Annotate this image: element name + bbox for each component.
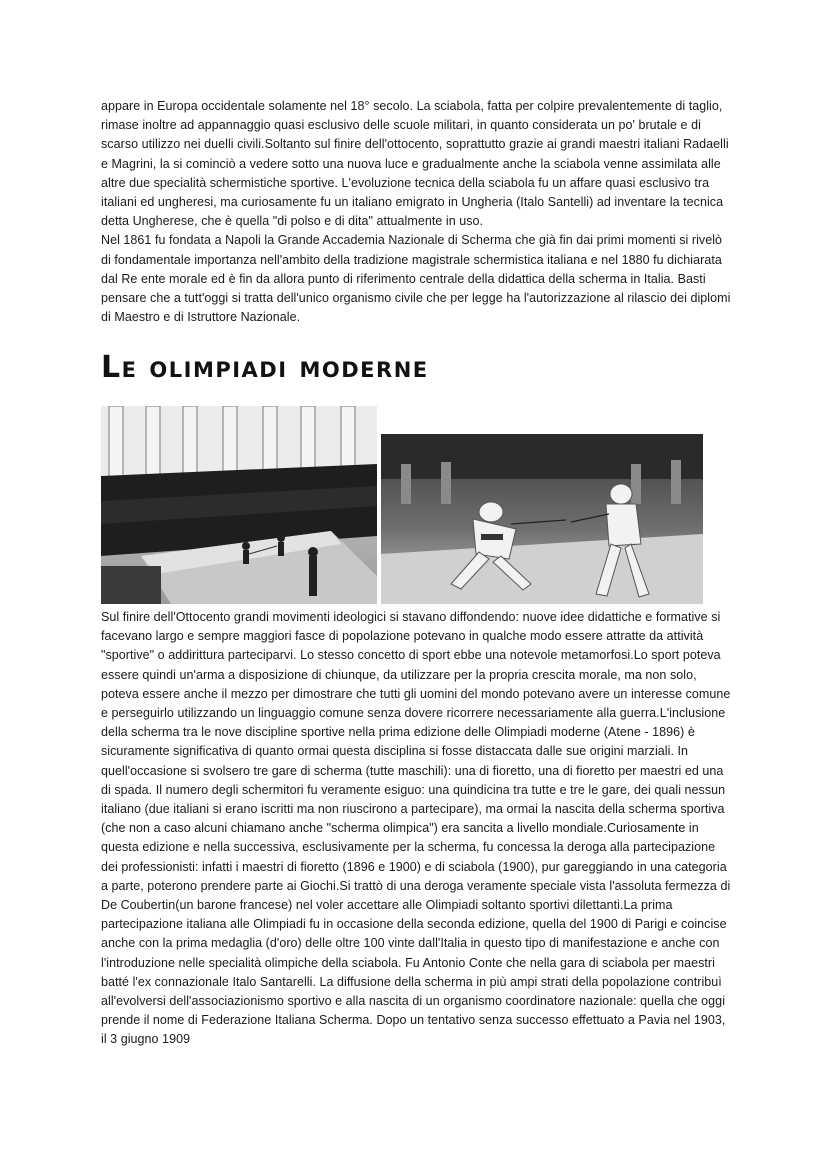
historic-fencing-photo [101,406,377,604]
historic-fencing-bout-photo-icon [101,406,377,604]
section-heading: Le olimpiadi moderne [101,350,429,385]
olympics-paragraph: Sul finire dell'Ottocento grandi movimenti ideologici si stavano diffondendo: nuove idee didattiche e formative si facevano largo e sempre maggiori fasce di popolazione potevano in qualche modo essere attratte da attività "sportive" o addirittura parteciparvi. Lo stesso concetto di sport ebbe una notevole metamorfosi.Lo sport poteva essere quindi un'arma a disposizione di chiunque, da utilizzare per la propria crescita morale, ma non solo, poteva essere anche il mezzo per dimostrare che tutti gli uomini del mondo potevano avere un interesse comune e perseguirlo utilizzando un linguaggio comune senza dovere ricorrere necessariamente alla guerra.L'inclusione della scherma tra le nove discipline sportive nella prima edizione delle Olimpiadi moderne (Atene - 1896) è sicuramente significativa di quanto ormai questa disciplina si fosse distaccata dalle sue origini marziali. In quell'occasione si svolsero tre gare di scherma (tutte maschili): una di fioretto, una di fioretto per maestri ed una di spada. Il numero degli schermitori fu veramente esiguo: una quindicina tra tutte e tre le gare, dei quali nessun italiano (due italiani si erano iscritti ma non riuscirono a partecipare), ma ormai la nascita della scherma sportiva (che non a caso alcuni chiamano anche "scherma olimpica") era sancita a livello mondiale.Curiosamente in questa edizione e nella successiva, esclusivamente per la scherma, fu concessa la deroga alla partecipazione dei professionisti: infatti i maestri di fioretto (1896 e 1900) e di sciabola (1900), pur gareggiando in una categoria a parte, poterono prendere parte ai Giochi.Si trattò di una deroga veramente speciale vista l'assoluta fermezza di De Coubertin(un barone francese) nel voler accettare alle Olimpiadi soltanto sportivi dilettanti.La prima partecipazione italiana alle Olimpiadi fu in occasione della seconda edizione, quella del 1900 di Parigi e coincise anche con la prima medaglia (d'oro) delle oltre 100 vinte dall'Italia in questo tipo di manifestazione e anche con l'introduzione nelle specialità olimpiche della sciabola. Fu Antonio Conte che nella gara di sciabola per maestri batté l'ex connazionale Italo Santarelli. La diffusione della scherma in più ampi strati della popolazione contribuì all'evolversi dell'associazionismo sportivo e alla nascita di un organismo coordinatore nazionale: quella che oggi prende il nome di Federazione Italiana Scherma. Dopo un tentativo senza successo effettuato a Pavia nel 1903, il 3 giugno 1909 [101,610,731,1047]
accademia-paragraph: Nel 1861 fu fondata a Napoli la Grande Accademia Nazionale di Scherma che già fin dai primi momenti si rivelò di fondamentale importanza nell'ambito della tradizione magistrale schermistica italiana e nel 1880 fu dichiarata dal Re ente morale ed è fin da allora punto di riferimento centrale della didattica della scherma in Italia. Basti pensare che a tutt'oggi si tratta dell'unico organismo civile che per legge ha l'autorizzazione al rilascio dei diplomi di Maestro e di Istruttore Nazionale. [101,233,731,325]
modern-fencing-bout-photo-icon [381,434,703,604]
intro-paragraph: appare in Europa occidentale solamente nel 18° secolo. La sciabola, fatta per colpire prevalentemente di taglio, rimase inoltre ad appannaggio quasi esclusivo delle scuole militari, in quanto considerata un po' brutale e di scarso utilizzo nei duelli civili.Soltanto sul finire dell'ottocento, soprattutto grazie ai grandi maestri italiani Radaelli e Magrini, la si cominciò a vedere sotto una nuova luce e gradualmente anche la sciabola venne assimilata alle altre due specialità schermistiche sportive. L'evoluzione tecnica della sciabola fu un affare quasi esclusivo tra italiani ed ungheresi, ma curiosamente fu un italiano emigrato in Ungheria (Italo Santelli) ad inventare la tecnica detta Ungherese, che è quella "di polso e di dita" attualmente in uso. [101,99,729,229]
intro-text-block [101,97,733,327]
modern-fencing-photo [381,434,703,604]
